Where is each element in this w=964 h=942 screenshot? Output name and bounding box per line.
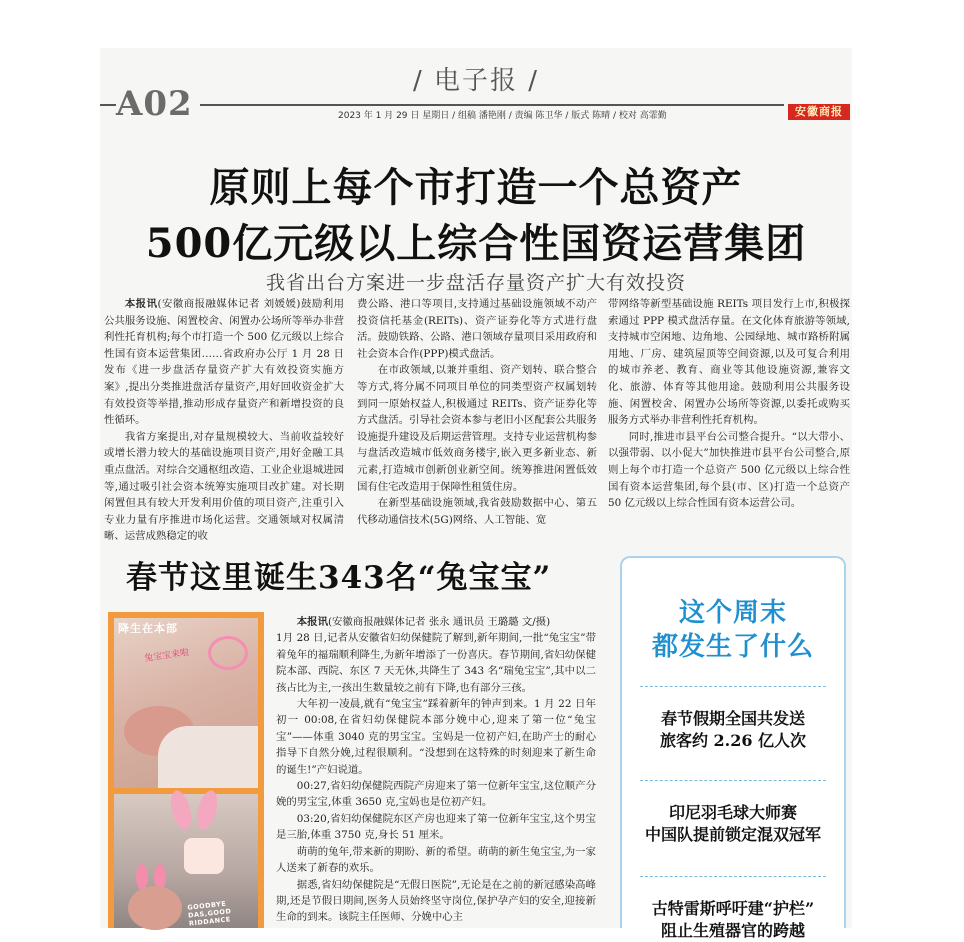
weekly-item[interactable] xyxy=(622,708,844,752)
main-headline-line2: 500亿元级以上综合性国资运营集团 xyxy=(145,220,807,267)
story1-column-3 xyxy=(608,296,850,532)
story1-paragraph: 在新型基础设施领域,我省鼓励数据中心、第五代移动通信技术(5G)网络、人工智能、宽 xyxy=(357,497,597,526)
weekly-item-line2: 中国队提前锁定混双冠军 xyxy=(644,825,821,844)
newborn-photo-1 xyxy=(114,618,258,788)
weekly-item-line1: 印尼羽毛球大师赛 xyxy=(668,803,797,822)
weekly-item-line2: 旅客约 2.26 亿人次 xyxy=(659,731,807,750)
header-rule xyxy=(100,104,116,106)
story1-column-1 xyxy=(104,296,345,543)
subheadline: 我省出台方案进一步盘活存量资产扩大有效投资 xyxy=(265,272,686,294)
story2-paragraph: 据悉,省妇幼保健院是“无假日医院”,无论是在之前的新冠感染高峰期,还是节假日期间,医务人员始终坚守岗位,保护孕产妇的安全,迎接新生命的到来。该院主任医师、分娩中心主 xyxy=(276,878,596,924)
story2-body xyxy=(276,614,596,928)
weekly-news-box xyxy=(620,556,846,940)
weekly-title-line2: 都发生了什么 xyxy=(651,632,814,662)
story2-paragraph: 萌萌的兔年,带来新的期盼、新的希望。萌萌的新生兔宝宝,为一家人送来了新春的欢乐。 xyxy=(276,845,596,875)
dashed-divider xyxy=(640,780,826,781)
story2-paragraph: 03:20,省妇幼保健院东区产房也迎来了第一位新年宝宝,这个男宝是三胎,体重 3750 克,身长 51 厘米。 xyxy=(276,812,596,842)
paragraph-text: 鼓励利用公共服务设施、闲置校舍、闲置办公场所等举办非营利性托育机构;每个市打造一个 500 亿元级以上综合性国有资本运营集团……省政府办公厅 1 月 28 日发布《进一步盘活存量资产扩大有效投资实施方案》,提出分类推进盘活存量资产,用好回收资金扩大有效投资等举措,推动形成存量资产和新增投资的良性循环。 xyxy=(104,298,345,427)
page-number: A02 xyxy=(116,84,193,124)
weekly-item-line2: 阻止生殖器官的跨越 xyxy=(660,921,805,940)
newborn-photo-2 xyxy=(114,794,258,928)
weekly-item-line1: 春节假期全国共发送 xyxy=(660,709,805,728)
byline-credit: (安徽商报融媒体记者 刘媛媛) xyxy=(157,298,301,310)
story1-column-2 xyxy=(357,296,597,532)
story2-headline: 春节这里诞生343名“兔宝宝” xyxy=(126,560,552,596)
weekly-title-line1: 这个周末 xyxy=(678,598,787,628)
weekly-item[interactable] xyxy=(622,898,844,942)
weekly-item-line1: 古特雷斯呼吁建“护栏” xyxy=(651,899,815,918)
weekly-box-title xyxy=(622,596,844,664)
newspaper-page xyxy=(100,48,852,940)
story2-paragraph: 00:27,省妇幼保健院西院产房迎来了第一位新年宝宝,这位顺产分娩的男宝宝,体重 3650 克,宝妈也是位初产妇。 xyxy=(276,780,596,809)
story2-paragraph: 1月 28 日,记者从安徽省妇幼保健院了解到,新年期间,一批“兔宝宝”带着兔年的福瑞顺利降生,为新年增添了一份喜庆。春节期间,省妇幼保健院本部、西院、东区 7 天无休,共降生了 343 名“瑞兔宝宝”,其中以二孩占比为主,一孩出生数量较之前有下降,也有部分三孩。 xyxy=(276,632,596,694)
story1-paragraph: 费公路、港口等项目,支持通过基础设施领域不动产投资信托基金(REITs)、资产证券化等方式进行盘活。鼓励铁路、公路、港口领域存量项目采用政府和社会资本合作(PPP)模式盘活。 xyxy=(357,298,597,360)
byline-label: 本报讯 xyxy=(124,298,158,310)
story2-paragraph: 大年初一凌晨,就有“兔宝宝”踩着新年的钟声到来。1 月 22 日年初一 00:08,在省妇幼保健院本部分娩中心,迎来了第一位“兔宝宝”——体重 3040 克的男宝宝。宝妈是一位初产妇,在助产士的耐心指导下自然分娩,过程很顺利。“没想到在这特殊的时刻迎来了新生命的诞生!”产妇说道。 xyxy=(276,698,596,776)
story1-paragraph xyxy=(104,296,344,429)
blanket-figure xyxy=(158,726,258,788)
main-headline-line1: 原则上每个市打造一个总资产 xyxy=(209,164,743,211)
dashed-divider xyxy=(640,686,826,687)
story2-paragraph xyxy=(276,614,596,630)
photo-sticker-text: 兔宝宝来啦 xyxy=(143,647,190,665)
masthead-logo: 安徽商报 xyxy=(788,104,850,120)
heart-sticker-icon xyxy=(208,636,248,670)
bunny-ear-icon xyxy=(167,788,195,831)
dashed-divider xyxy=(640,876,826,877)
story1-paragraph: 在市政领域,以兼并重组、资产划转、联合整合等方式,将分属不同项目单位的同类型资产权属划转到同一原始权益人,积极通过 REITs、资产证券化等方式盘活。引导社会资本参与老旧小区配套公共服务设施提升建设及后期运营管理。支持专业运营机构参与盘活改造城市低效商务楼宇,嵌入更多新业态、新元素,打造城市创新创业新空间。统筹推进闲置低效国有住宅改造用于保障性租赁住房。 xyxy=(357,364,597,493)
bunny-ear-icon xyxy=(193,788,221,831)
issue-meta-line: 2023 年 1 月 29 日 星期日 / 组稿 潘艳刚 / 责编 陈卫华 / 版式 陈晴 / 校对 高霏勤 xyxy=(338,111,667,121)
baby-figure xyxy=(128,886,182,930)
shirt-print-text: GOODBYE DAS,GOOD RIDDANCE xyxy=(186,899,232,928)
header-rule xyxy=(200,104,784,106)
weekly-item[interactable] xyxy=(622,802,844,846)
story1-paragraph: 带网络等新型基础设施 REITs 项目发行上市,积极探索通过 PPP 模式盘活存量。在文化体育旅游等领域,支持城市空闲地、边角地、公园绿地、城市路桥附属用地、厂房、建筑屋顶等空间资源,以及可复合利用的城市养老、教育、商业等其他设施资源,兼容文化、旅游、体育等其他用途。鼓励利用公共服务设施、闲置校舍、闲置办公场所等资源,以委托或购买服务方式举办非营利性托育机构。 xyxy=(608,298,850,427)
story1-paragraph: 我省方案提出,对存量规模较大、当前收益较好或增长潜力较大的基础设施项目资产,用好金融工具重点盘活。对综合交通枢纽改造、工业企业退城进园等,通过吸引社会资本统筹实施项目改扩建。对长期闲置但具有较大开发利用价值的项目资产,注重引入专业力量有序推进市场化运营。交通领域对权属清晰、运营成熟稳定的收 xyxy=(104,430,344,543)
byline-credit: (安徽商报融媒体记者 张永 通讯员 王璐璐 文/摄) xyxy=(327,616,551,628)
section-tag: / 电子报 / xyxy=(412,66,540,96)
photo-label: 降生在本部 xyxy=(118,622,178,635)
byline-label: 本报讯 xyxy=(296,616,328,628)
story1-paragraph: 同时,推进市县平台公司整合提升。“以大带小、以强带弱、以小促大”加快推进市县平台公司整合,原则上每个市打造一个总资产 500 亿元级以上综合性国有资本运营集团,每个县(市、区)打造一个总资产 50 亿元级以上综合性国有资本运营公司。 xyxy=(608,430,850,510)
mother-face-sticker xyxy=(184,838,224,874)
